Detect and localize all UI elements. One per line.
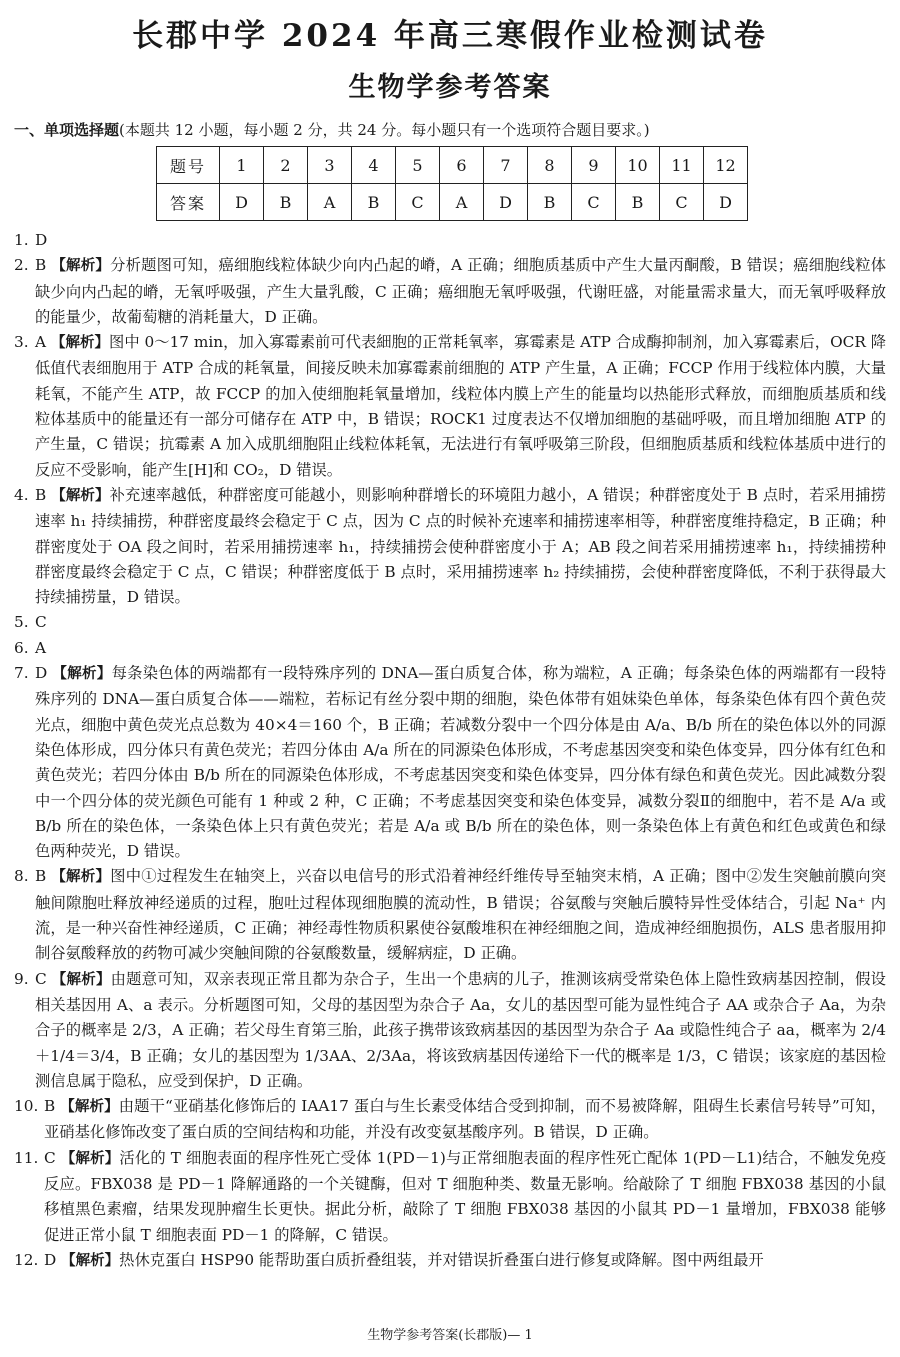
page-footer: 生物学参考答案(长郡版)— 1	[367, 1328, 533, 1343]
item-number: 3.	[14, 333, 29, 352]
item-answer: A	[35, 638, 47, 657]
item-explanation: 由题干“亚硝基化修饰后的 IAA17 蛋白与生长素受体结合受到抑制，而不易被降解，阻碍生长素信号转导”可知，亚硝基化修饰改变了蛋白质的空间结构和功能，并没有改变氨基酸序列。B 错误，D 正确。	[44, 1097, 886, 1142]
item-explanation: 分析题图可知，癌细胞线粒体缺少向内凸起的嵴，A 正确；细胞质基质中产生大量丙酮酸，B 错误；癌细胞线粒体缺少向内凸起的嵴，无氧呼吸强，产生大量乳酸，C 正确；癌细胞无氧呼吸强，代谢旺盛，对能量需求量大，而无氧呼吸释放的能量少，故葡萄糖的消耗量大，D 正确。	[35, 256, 886, 326]
item-number: 6.	[14, 638, 29, 657]
table-cell-answer: D	[704, 184, 748, 221]
answer-table-number-row	[157, 147, 748, 184]
answer-item	[14, 1248, 886, 1274]
item-explanation: 图中①过程发生在轴突上，兴奋以电信号的形式沿着神经纤维传导至轴突末梢，A 正确；图中②发生突触前膜向突触间隙胞吐释放神经递质的过程，胞吐过程体现细胞膜的流动性，B 错误；谷氨酸与突触后膜特异性受体结合，引起 Na⁺ 内流，是一种兴奋性神经递质，C 正确；神经毒性物质积累使谷氨酸堆积在神经细胞之间，造成神经细胞损伤，ALS 患者服用抑制谷氨酸释放的药物可减少突触间隙的谷氨酸数量，缓解病症，D 正确。	[35, 867, 886, 963]
table-cell-number: 1	[220, 147, 264, 184]
item-answer: B	[35, 485, 47, 504]
table-cell-number: 5	[396, 147, 440, 184]
explanation-tag: 【解析】	[51, 487, 110, 504]
answer-item	[14, 610, 886, 635]
answer-table	[156, 146, 748, 221]
item-answer: C	[35, 969, 47, 988]
table-header-answer: 答案	[157, 184, 220, 221]
explanation-tag: 【解析】	[60, 1150, 120, 1167]
table-cell-number: 8	[528, 147, 572, 184]
document-subtitle: 生物学参考答案	[348, 72, 552, 103]
item-answer: D	[44, 1250, 57, 1269]
table-cell-answer: D	[484, 184, 528, 221]
item-number: 12.	[14, 1250, 39, 1269]
item-answer: B	[35, 256, 47, 275]
item-answer: C	[35, 613, 47, 632]
table-cell-number: 10	[616, 147, 660, 184]
section-title: 一、单项选择题	[14, 121, 120, 139]
table-cell-number: 2	[264, 147, 308, 184]
answer-item	[14, 967, 886, 1094]
answer-item	[14, 636, 886, 661]
table-cell-answer: C	[572, 184, 616, 221]
item-number: 10.	[14, 1097, 39, 1116]
table-cell-number: 6	[440, 147, 484, 184]
section-note: (本题共 12 小题，每小题 2 分，共 24 分。每小题只有一个选项符合题目要求。)	[119, 121, 650, 139]
item-number: 7.	[14, 664, 29, 683]
answer-item	[14, 253, 886, 330]
table-cell-number: 9	[572, 147, 616, 184]
answer-item	[14, 228, 886, 253]
item-explanation: 补充速率越低，种群密度可能越小，则影响种群增长的环境阻力越小，A 错误；种群密度处于 B 点时，若采用捕捞速率 h₁ 持续捕捞，种群密度最终会稳定于 C 点，因为 C 点的时候补充速率和捕捞速率相等，种群密度维持稳定，B 正确；种群密度处于 OA 段之间时，若采用捕捞速率 h₁，持续捕捞会使种群密度小于 A；AB 段之间若采用捕捞速率 h₁，持续捕捞种群密度最终会稳定于 C 点，C 错误；种群密度低于 B 点时，采用捕捞速率 h₂ 持续捕捞，会使种群密度降低，不利于获得最大持续捕捞量，D 错误。	[35, 485, 886, 607]
table-cell-answer: B	[264, 184, 308, 221]
explanation-tag: 【解析】	[52, 666, 112, 683]
explanation-tag: 【解析】	[51, 258, 111, 275]
answer-item	[14, 1146, 886, 1248]
table-cell-number: 12	[704, 147, 748, 184]
item-explanation: 热休克蛋白 HSP90 能帮助蛋白质折叠组装，并对错误折叠蛋白进行修复或降解。图中两组最开	[119, 1250, 764, 1269]
item-number: 1.	[14, 231, 29, 249]
answer-item	[14, 330, 886, 483]
table-cell-answer: A	[440, 184, 484, 221]
item-answer: B	[35, 867, 47, 886]
item-answer: A	[35, 333, 47, 352]
item-explanation: 每条染色体的两端都有一段特殊序列的 DNA—蛋白质复合体，称为端粒，A 正确；每条染色体的两端都有一段特殊序列的 DNA—蛋白质复合体——端粒，若标记有丝分裂中期的细胞，染色体带有姐妹染色单体，每条染色体有四个黄色荧光点，细胞中黄色荧光点总数为 40×4＝160 个，B 正确；若减数分裂中一个四分体是由 A/a、B/b 所在的染色体以外的同源染色体形成，四分体只有黄色荧光；若四分体由 A/a 所在的同源染色体形成，不考虑基因突变和染色体变异，四分体有红色和黄色荧光；若四分体由 B/b 所在的同源染色体形成，不考虑基因突变和染色体变异，四分体有绿色和黄色荧光。因此减数分裂中一个四分体的荧光颜色可能有 1 种或 2 种，C 正确；不考虑基因突变和染色体变异，减数分裂Ⅱ的细胞中，若不是 A/a 或 B/b 所在的染色体，一条染色体上只有黄色荧光；若是 A/a 或 B/b 所在的染色体，则一条染色体上有黄色和红色或黄色和绿色两种荧光，D 错误。	[35, 664, 886, 861]
answer-item	[14, 864, 886, 966]
explanation-tag: 【解析】	[51, 971, 111, 988]
answer-item	[14, 1094, 886, 1146]
table-cell-number: 7	[484, 147, 528, 184]
table-cell-number: 3	[308, 147, 352, 184]
explanation-tag: 【解析】	[51, 869, 111, 886]
section-heading	[14, 118, 894, 142]
table-cell-answer: A	[308, 184, 352, 221]
table-cell-answer: B	[352, 184, 396, 221]
table-cell-answer: C	[396, 184, 440, 221]
item-explanation: 活化的 T 细胞表面的程序性死亡受体 1(PD－1)与正常细胞表面的程序性死亡配体 1(PD－L1)结合，不触发免疫反应。FBX038 是 PD－1 降解通路的一个关键酶，但对 T 细胞种类、数量无影响。给敲除了 T 细胞 FBX038 基因的小鼠移植黑色素瘤，结果发现肿瘤生长更快。据此分析，敲除了 T 细胞 FBX038 基因的小鼠其 PD－1 量增加，FBX038 能够促进正常小鼠 T 细胞表面 PD－1 的降解，C 错误。	[44, 1148, 886, 1244]
item-number: 4.	[14, 485, 29, 504]
item-answer: B	[44, 1097, 56, 1116]
answer-item	[14, 483, 886, 610]
item-answer: D	[35, 664, 48, 683]
item-number: 5.	[14, 613, 29, 632]
item-number: 8.	[14, 867, 29, 886]
table-cell-answer: B	[616, 184, 660, 221]
answer-explanations	[14, 228, 886, 1274]
table-header-number: 题号	[157, 147, 220, 184]
item-number: 9.	[14, 969, 29, 988]
explanation-tag: 【解析】	[50, 335, 110, 352]
table-cell-answer: C	[660, 184, 704, 221]
explanation-tag: 【解析】	[61, 1252, 120, 1269]
item-number: 2.	[14, 256, 29, 275]
item-answer: C	[44, 1148, 56, 1167]
document-title: 长郡中学 2024 年高三寒假作业检测试卷	[132, 18, 768, 54]
answer-item	[14, 661, 886, 864]
item-number: 11.	[14, 1148, 39, 1167]
item-explanation: 图中 0～17 min，加入寡霉素前可代表細胞的正常耗氧率，寡霉素是 ATP 合成酶抑制剂，加入寡霉素后，OCR 降低值代表细胞用于 ATP 合成的耗氧量，间接反映未加寡霉素前细胞的 ATP 产生量，A 正确；FCCP 作用于线粒体内膜，大量耗氧，不能产生 ATP，故 FCCP 的加入使细胞耗氧量增加，线粒体内膜上产生的能量均以热能形式释放，而细胞质基质和线粒体基质中的能量还有一部分可储存在 ATP 中，B 错误；ROCK1 过度表达不仅增加细胞的基础呼吸，而且增加细胞 ATP 的产生量，C 错误；抗霉素 A 加入成肌细胞阻止线粒体耗氧，无法进行有氧呼吸第三阶段，但细胞质基质和线粒体基质中进行的反应不受影响，能产生[H]和 CO₂，D 错误。	[35, 333, 887, 479]
table-cell-number: 4	[352, 147, 396, 184]
table-cell-answer: D	[220, 184, 264, 221]
answer-table-answer-row	[157, 184, 748, 221]
item-explanation: 由题意可知，双亲表现正常且都为杂合子，生出一个患病的儿子，推测该病受常染色体上隐性致病基因控制，假设相关基因用 A、a 表示。分析题图可知，父母的基因型为杂合子 Aa，女儿的基因型可能为显性纯合子 AA 或杂合子 Aa，为杂合子的概率是 2/3，A 正确；若父母生育第三胎，此孩子携带该致病基因的基因型为杂合子 Aa 或隐性纯合子 aa，概率为 2/4＋1/4＝3/4，B 正确；女儿的基因型为 1/3AA、2/3Aa，将该致病基因传递给下一代的概率是 1/3，C 错误；该家庭的基因检测信息属于隐私，应受到保护，D 正确。	[35, 969, 886, 1090]
explanation-tag: 【解析】	[60, 1099, 119, 1116]
table-cell-number: 11	[660, 147, 704, 184]
item-answer: D	[35, 231, 48, 249]
table-cell-answer: B	[528, 184, 572, 221]
